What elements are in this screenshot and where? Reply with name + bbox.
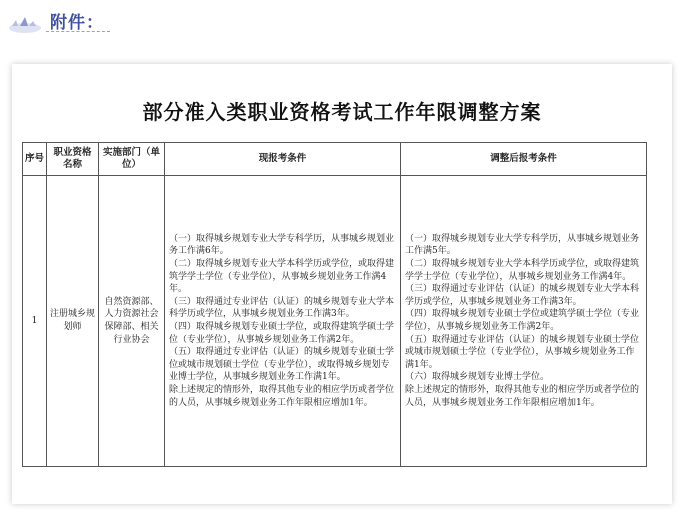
adjusted-condition-3: （三）取得通过专业评估（认证）的城乡规划专业大学本科学历或学位，从事城乡规划业务工作满3年。 — [405, 284, 640, 307]
header-current-conditions: 现报考条件 — [165, 143, 401, 176]
header-adjusted-conditions: 调整后报考条件 — [401, 143, 647, 176]
adjusted-condition-4: （四）取得城乡规划专业硕士学位或建筑学硕士学位（专业学位），从事城乡规划业务工作满2年。 — [405, 309, 640, 332]
row-qualification: 注册城乡规划师 — [47, 176, 99, 467]
row-adjusted-conditions — [401, 176, 647, 467]
current-condition-2: （二）取得城乡规划专业大学本科学历或学位，或取得建筑学学士学位（专业学位），从事城乡规划业务工作满4年。 — [169, 259, 395, 295]
adjusted-condition-6: （六）取得城乡规划专业博士学位。 — [405, 372, 550, 383]
row-department: 自然资源部、人力资源社会保障部、相关行业协会 — [99, 176, 165, 467]
adjusted-condition-5: （五）取得通过专业评估（认证）的城乡规划专业硕士学位或城市规划硕士学位（专业学位），从事城乡规划业务工作满1年。 — [405, 334, 640, 370]
current-condition-4: （四）取得城乡规划专业硕士学位，或取得建筑学硕士学位（专业学位），从事城乡规划业务工作满2年。 — [169, 322, 395, 345]
adjustment-table — [22, 142, 647, 467]
row-index: 1 — [23, 176, 47, 467]
row-current-conditions — [165, 176, 401, 467]
header-index: 序号 — [23, 143, 47, 176]
attachment-label: 附件： — [50, 13, 104, 33]
current-condition-3: （三）取得通过专业评估（认证）的城乡规划专业大学本科学历或学位，从事城乡规划业务工作满3年。 — [169, 296, 395, 320]
table-row — [23, 176, 647, 467]
table-header-row — [23, 143, 647, 176]
adjusted-condition-note: 除上述规定的情形外，取得其他专业的相应学历或者学位的人员，从事城乡规划业务工作年限相应增加1年。 — [405, 384, 640, 408]
adjusted-condition-2: （二）取得城乡规划专业大学本科学历或学位，或取得建筑学学士学位（专业学位），从事城乡规划业务工作满4年。 — [405, 259, 640, 282]
document-page — [12, 64, 672, 504]
attachment-header — [0, 0, 684, 40]
header-qualification: 职业资格名称 — [47, 143, 99, 176]
current-condition-1: （一）取得城乡规划专业大学专科学历，从事城乡规划业务工作满6年。 — [169, 233, 395, 257]
adjusted-condition-1: （一）取得城乡规划专业大学专科学历，从事城乡规划业务工作满5年。 — [405, 233, 640, 257]
header-underline — [46, 31, 110, 32]
current-condition-5: （五）取得通过专业评估（认证）的城乡规划专业硕士学位或城市规划硕士学位（专业学位），或取得城乡规划专业博士学位，从事城乡规划业务工作满1年。 — [169, 347, 395, 383]
document-title: 部分准入类职业资格考试工作年限调整方案 — [142, 100, 542, 124]
decorative-wave-icon — [8, 14, 42, 34]
header-department: 实施部门（单位） — [99, 143, 165, 176]
current-condition-note: 除上述规定的情形外，取得其他专业的相应学历或者学位的人员，从事城乡规划业务工作年限相应增加1年。 — [169, 384, 395, 408]
